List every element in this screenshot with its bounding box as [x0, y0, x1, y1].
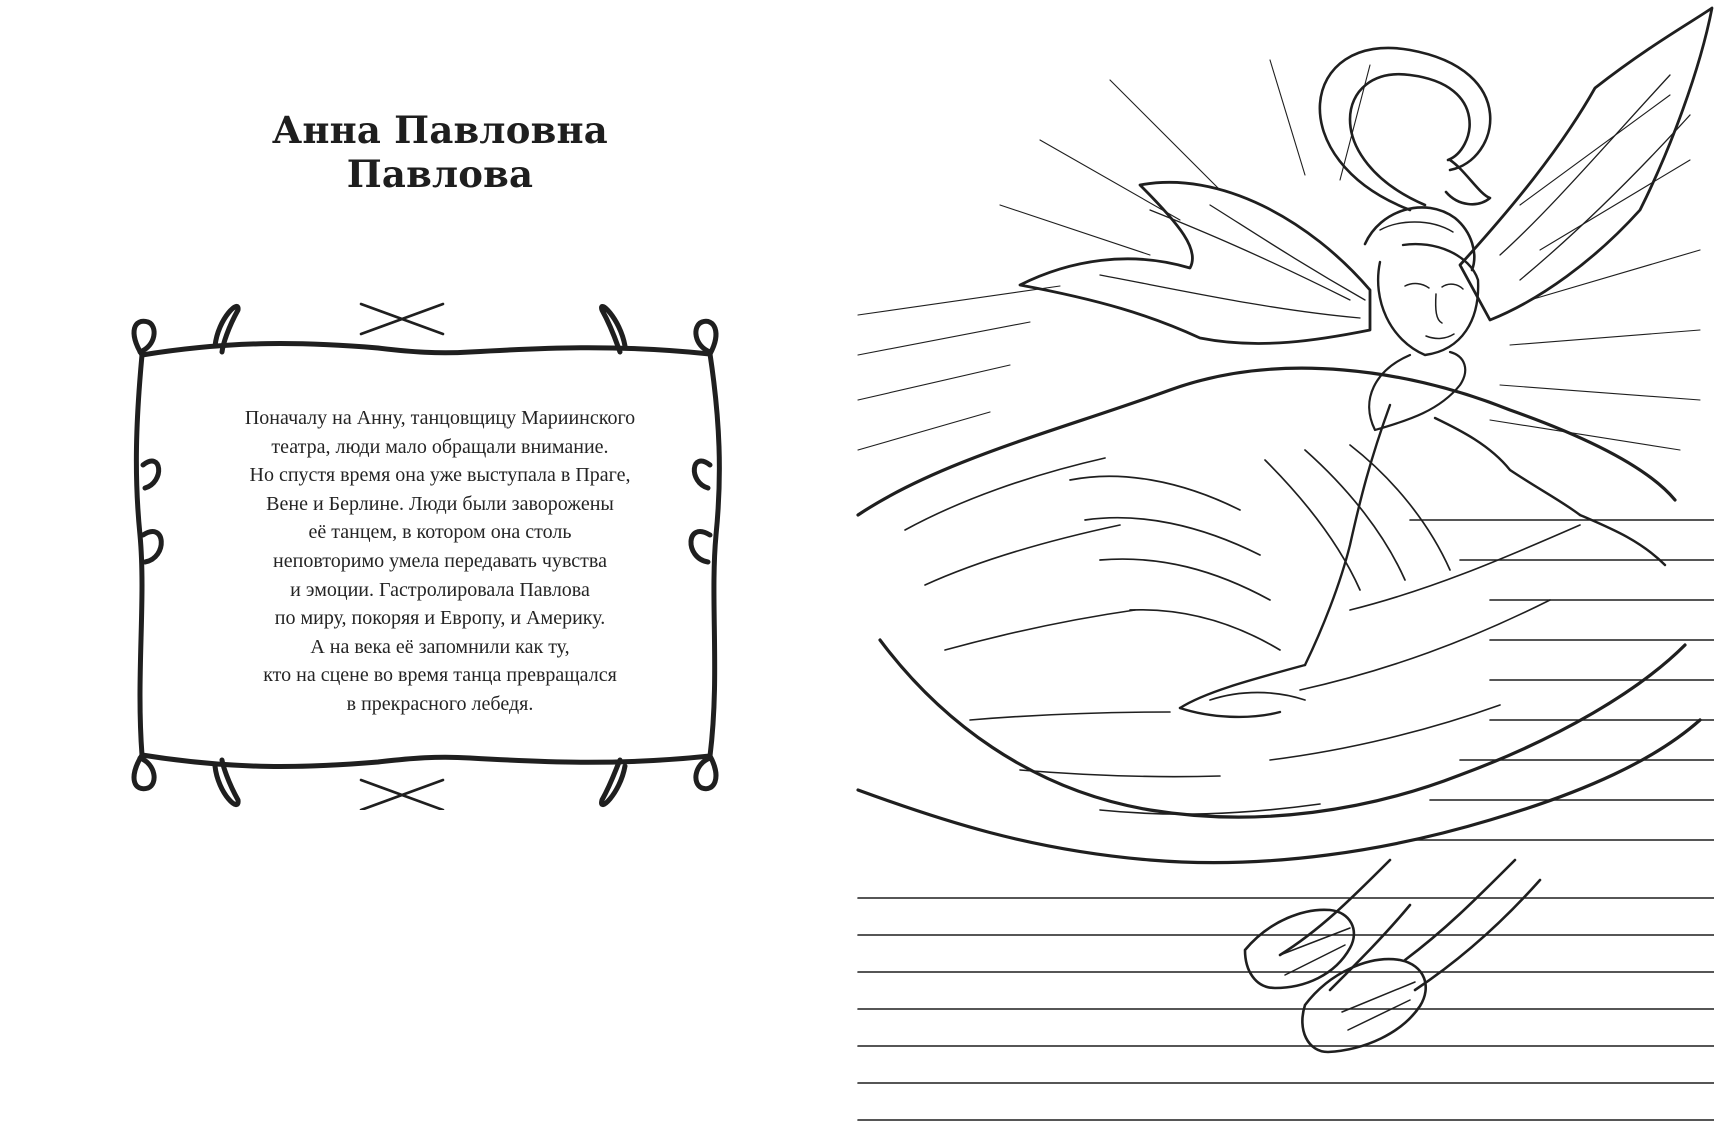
- left-page: [0, 0, 850, 1125]
- ballerina-swan-icon: [850, 0, 1714, 1125]
- page-title: Анна Павловна Павлова: [272, 108, 608, 196]
- bio-line: А на века её запомнили как ту,: [310, 635, 570, 658]
- bio-line: её танцем, в котором она столь: [308, 521, 572, 544]
- bio-line: театра, люди мало обращали внимание.: [271, 435, 609, 458]
- bio-line: и эмоции. Гастролировала Павлова: [290, 578, 590, 601]
- bio-line: Вене и Берлине. Люди были заворожены: [266, 492, 614, 515]
- bio-line: по миру, покоряя и Европу, и Америку.: [274, 607, 606, 630]
- biography-text: [190, 404, 690, 719]
- bio-line: кто на сцене во время танца превращался: [263, 664, 617, 687]
- bio-line: неповторимо умела передавать чувства: [273, 549, 607, 572]
- bio-line: Но спустя время она уже выступала в Праге,: [249, 464, 631, 487]
- bio-line: Поначалу на Анну, танцовщицу Мариинского: [244, 407, 636, 429]
- bio-line: в прекрасного лебедя.: [346, 692, 534, 715]
